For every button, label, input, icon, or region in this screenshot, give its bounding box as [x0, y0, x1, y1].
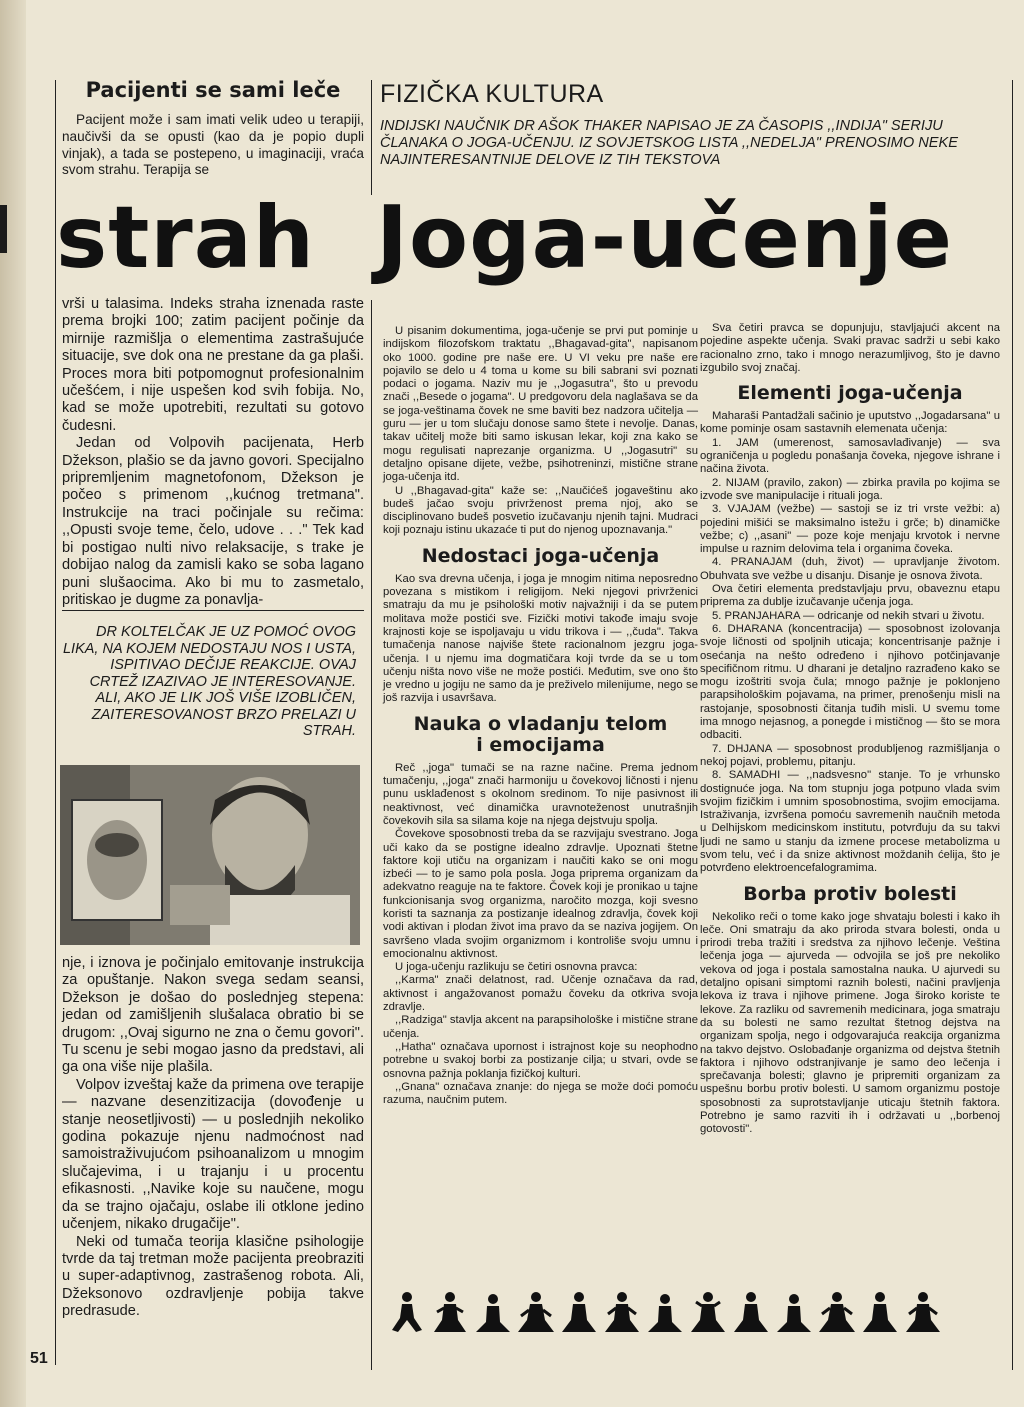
subheading-borba: Borba protiv bolesti	[743, 882, 957, 905]
mid-intro-paragraph-2: U ,,Bhagavad-gita" kaže se: ,,Naučićeš jogaveštinu ako budeš jačao svoju privrženost prema njoj, ako se disciplinovano budeš posvetio izučavanju njenih tajni. Mudraci koji poznaju istinu ukazaće ti put do njenog upoznavanja."	[383, 484, 698, 537]
mid-nauka-paragraph-2: Čovekove sposobnosti treba da se razvijaju svestrano. Joga uči kako da se postigne idealno zdravlje. Upoznati štetne faktore koji utiču na organizam i naučiti kako se oni mogu izbeći — to je samo pola posla. Joga priprema organizam da adekvatno reaguje na te faktore. Čovek koji je pronikao u tajne funkcionisanja svog organizma, naročito mozga, koji svesno koristi ta saznanja za postizanje idealnog zdravlja, čovek koji vodi aktivan i plodan život ima pravo da se naziva jogijem. On savršeno vlada svojim organizmom i kontroliše svoju umnu i emocionalnu aktivnost.	[383, 828, 698, 960]
right-elementi-paragraph-1: Maharaši Pantadžali sačinio je uputstvo ,,Jogadarsana" u kome pominje osam sastavnih elemenata učenja:	[700, 410, 1000, 436]
photo-illustration	[60, 765, 360, 945]
yoga-pose-icon	[775, 1290, 813, 1334]
right-elementi-paragraph-3: 2. NIJAM (pravilo, zakon) — zbirka pravila po kojima se izvode sve manipulacije i rituali joga.	[700, 476, 1000, 502]
yoga-pose-icon	[904, 1290, 942, 1334]
yoga-pose-icon	[431, 1290, 469, 1334]
right-borba-paragraph: Nekoliko reči o tome kako joge shvataju bolesti i kako ih leče. Oni smatraju da ako priroda stvara bolesti, onda u prirodi treba tražiti i sredstva za njihovo lečenje. Veština lečenja joga — ajurveda — odvojila se još pre nekoliko vekova od joga i postala samostalna nauka. U ajurvedi su detaljno opisani simptomi raznih bolesti, načini pravljenja lekova iz trava i njihove primene. Joga široko koriste te lekove. Za razliku od savremenih medicinara, joga smatraju da su bolesti ne samo rezultat štetnog dejstva na organizam spolja, nego i odgovarajuća reakcija organizma na takvo dejstvo. Oslobađanje organizma od dejstva štetnih faktora i njihovo odstranjivanje je samo deo lečenja i sprečavanja bolesti; glavno je pripremiti organizam za uspešnu borbu protiv bolesti. U samom organizmu postoje sposobnosti za suprotstavljanje uticaju štetnih faktora. Potrebno je samo razviti ih i održavati u ,,borbenoj gotovosti".	[700, 910, 1000, 1136]
left-column-bottom	[62, 955, 364, 1335]
yoga-pose-icon	[560, 1290, 598, 1334]
yoga-pose-icon	[646, 1290, 684, 1334]
center-divider-rule	[371, 300, 372, 1370]
subheading-nauka: Nauka o vladanju telom i emocijama	[413, 712, 668, 756]
yoga-pose-icon	[603, 1290, 641, 1334]
mid-nauka-paragraph-6: ,,Hatha" označava upornost i istrajnost koje su neophodno potrebne u svakoj borbi za postizanje cilja; u stvari, ovde se osnovna pažnja poklanja fizičkoj kulturi.	[383, 1040, 698, 1080]
mid-nauka-paragraph-5: ,,Radziga" stavlja akcent na parapsihološke i mistične strane učenja.	[383, 1014, 698, 1040]
big-title-joga-ucenje: Joga-učenje	[376, 188, 953, 288]
mid-nauka-paragraph-4: ,,Karma" znači delatnost, rad. Učenje označava da rad, aktivnost i angažovanost pomažu čoveku da otkriva svoja zdravlje.	[383, 974, 698, 1014]
article-header	[380, 80, 1010, 190]
top-divider-rule	[371, 80, 372, 195]
left-column-top	[62, 296, 364, 608]
right-elementi-paragraph-4: 3. VJAJAM (vežbe) — sastoji se iz tri vrste vežbi: a) pojedini mišići se maksimalno istežu i grče; b) dinamičke vežbe; c) ,,asani" — poze koje menjaju krvotok i nervne impulse u raznim delovima tela i organima čoveka.	[700, 503, 1000, 556]
right-elementi-paragraph-9: 7. DHJANA — sposobnost produbljenog razmišljanja o nekoj pojavi, problemu, pitanju.	[700, 742, 1000, 768]
right-elementi-paragraph-7: 5. PRANJAHARA — odricanje od nekih stvari u životu.	[712, 609, 985, 622]
yoga-pose-icon	[732, 1290, 770, 1334]
big-word-strah: strah	[56, 188, 315, 288]
left-intro-block	[62, 78, 364, 198]
yoga-pose-icon	[388, 1290, 426, 1334]
right-column	[700, 322, 1000, 1287]
left-intro-heading: Pacijenti se sami leče	[85, 78, 341, 102]
mid-nedostaci-paragraph: Kao sva drevna učenja, i joga je mnogim nitima neposredno povezana s mistikom i religijom. Neki njegovi privrženici smatraju da mu je psihološki motiv najvažniji i da se putem molitava može postići sve. Fizički motivi takođe imaju svoje krajnosti koje se ispoljavaju u vidu trikova i — ,,čuda". Takva tumačenja nanose najviše štete racionalnom jezgru joga-učenja. I u njemu ima dogmatičara koji tvrde da se u tom učenju ništa novo više ne može postići. Međutim, sve ono što je vredno u jogiju ne samo da je preživelo milenijume, nego se još razvija i usavršava.	[383, 572, 698, 705]
left-intro-paragraph: Pacijent može i sam imati velik udeo u terapiji, naučivši da se opusti (kao da je popio dupli vinjak), a tada se postepeno, u imaginaciji, vraća svom strahu. Terapija se	[62, 112, 364, 178]
subheading-nedostaci: Nedostaci joga-učenja	[421, 544, 660, 567]
right-elementi-paragraph-10: 8. SAMADHI — ,,nadsvesno" stanje. To je vrhunsko dostignuće joga. Na tom stupnju joga potpuno vlada svim svojim fizičkim i umnim sposobnostima, svojim emocijama. Istraživanja, izvršena pomoću savremenih naučnih metoda u Delhijskom medicinskom institutu, potvrđuju da su takvi ljudi ne samo u stanju da izmene procese metabolizma u svom telu, već i da snize aktivnost moždanih ćelija, što je potvrđeno elektroencefalogramima.	[700, 769, 1000, 875]
subheading-elementi: Elementi joga-učenja	[737, 382, 963, 405]
gutter-letter-mark	[0, 205, 7, 253]
yoga-pose-icon	[818, 1290, 856, 1334]
left-bottom-paragraph-1: nje, i iznova je počinjalo emitovanje instrukcija za opuštanje. Nakon svega sedam seansi, Džekson je došao do poslednjeg stepena: jedan od zamišljenih slušalaca obratio bi se drugom: ,,Ovaj sigurno ne zna o čemu govori". Tu scenu je sebi mogao jasno da predstavi, ali ga ona više nije plašila.	[62, 955, 364, 1076]
mid-nauka-paragraph-1: Reč ,,joga" tumači se na razne načine. Prema jednom tumačenju, ,,joga" znači harmoniju u čovekovoj ličnosti i njenu punu usklađenost s okolnom sredinom. To nije pasivnost ili neaktivnost, već dinamička uravnoteženost unutrašnjih čovekovih sila sa silama koje na njega dejstvuju spolja.	[383, 761, 698, 827]
page-number: 51	[30, 1350, 48, 1367]
left-paragraph-2: Jedan od Volpovih pacijenata, Herb Džekson, plašio se da javno govori. Specijalno pripremljenim magnetofonom, Džekson je počeo s primenom ,,kućnog tretmana". Instrukcije na traci počinjale su rečima: ,,Opusti svoje teme, čelo, udove . . ." Tek kad bi postigao nulti nivo relaksacije, s trake je dobijao nalog da zamisli kako se soba lagano puni slušaocima. Ako bi mu to zasmetalo, pritiskao je dugme za ponavlja-	[62, 435, 364, 608]
section-title: FIZIČKA KULTURA	[380, 80, 604, 108]
mid-nauka-paragraph-7: ,,Gnana" označava znanje: do njega se može doći pomoću razuma, naučnim putem.	[383, 1080, 698, 1107]
left-bottom-paragraph-3: Neki od tumača teorija klasične psihologije tvrde da taj tretman može pacijenta preobraziti u super-adaptivnog, zastrašenog robota. Ali, Džeksonovo ozdravljenje pobija takve predrasude.	[62, 1233, 364, 1320]
right-intro-paragraph: Sva četiri pravca se dopunjuju, stavljajući akcent na pojedine aspekte učenja. Svaki pravac sadrži u sebi kako racionalno zrno, tako i mnogo nerazumljivog, što je davno izgubilo svoj značaj.	[700, 322, 1000, 374]
yoga-pose-icon	[474, 1290, 512, 1334]
photo-caption: DR KOLTELČAK JE UZ POMOĆ OVOG LIKA, NA KOJEM NEDOSTAJU NOS I USTA, ISPITIVAO DEČIJE REAKCIJE. OVAJ CRTEŽ IZAZIVAO JE INTERESOVANJE. ALI, AKO JE LIK JOŠ VIŠE IZOBLIČEN, ZAITERESOVANOST BRZO PRELAZI U STRAH.	[62, 624, 356, 739]
right-elementi-paragraph-2: 1. JAM (umerenost, samosavlađivanje) — sva ograničenja u pogledu ponašanja čoveka, njegove ishrane i načina života.	[700, 436, 1000, 476]
photo-doctor-with-drawing	[60, 765, 360, 945]
yoga-figures-row	[388, 1290, 942, 1334]
left-paragraph-1: vrši u talasima. Indeks straha iznenada raste prema brojki 100; zatim pacijent počinje da mirnije razmišlja o elementima zastrašujuće situacije, sve dok ona ne prestane da ga plaši. Proces mora biti potpomognut profesionalnim učešćem, i nije uspešen kod svih fobija. No, kad se može upotrebiti, rezultati su gotovo čudesni.	[62, 296, 364, 434]
yoga-pose-icon	[689, 1290, 727, 1334]
caption-rule	[62, 610, 364, 611]
mid-intro-paragraph-1: U pisanim dokumentima, joga-učenje se prvi put pominje u indijskom filozofskom traktatu ,,Bhagavad-gita", napisanom oko 1000. godine pre naše ere. U VI veku pre naše ere pojavilo se delo u 4 toma u kome su bili sabrani svi poznati podaci o jogama. Naziv mu je ,,Jogasutra", što u prevodu znači ,,Besede o jogama". U predgovoru dela naglašava se da se joga-veštinama čovek ne sme baviti bez nadzora učitelja — guru — jer u tom slučaju donose samo štete i nevolje. Danas, takav učitelj može biti samo iskusan lekar, koji zna kako se mogu regulisati naprezanje organizma. U ,,Jogasutri" su detaljno opisane dijete, vežbe, psihotreninzi, mistične strane joga-učenja itd.	[383, 325, 698, 484]
article-intro: INDIJSKI NAUČNIK DR AŠOK THAKER NAPISAO JE ZA ČASOPIS ,,INDIJA" SERIJU ČLANAKA O JOGA-UČENJU. IZ SOVJETSKOG LISTA ,,NEDELJA" PRENOSIMO NEKE NAJINTERESANTNIJE DELOVE IZ TIH TEKSTOVA	[380, 118, 958, 168]
right-elementi-paragraph-6: Ova četiri elementa predstavljaju prvu, obaveznu etapu priprema za dublje izučavanje učenja joga.	[700, 583, 1000, 609]
right-elementi-paragraph-8: 6. DHARANA (koncentracija) — sposobnost izolovanja svoje ličnosti od spoljnih uticaja; koncentrisanje pažnje i osećanja na nešto određeno i njihovo potčinjavanje specifičnom ritmu. U dharani je detaljno razrađeno kako se mogu izoštriti svoja čula; mnogo pažnje je poklonjeno parapsihološkim pojavama, na primer, prenošenju misli na rastojanje, sposobnosti čitanja tuđih misli. U svemu tome ima mnogo nejasnog, a ponegde i mističnog — što se mora odbaciti.	[700, 622, 1000, 742]
yoga-pose-icon	[861, 1290, 899, 1334]
middle-column	[383, 325, 698, 1285]
right-border-rule	[1012, 80, 1013, 1370]
left-bottom-paragraph-2: Volpov izveštaj kaže da primena ove terapije — nazvane desenzitizacija (dovođenje u stanje neosetljivosti) — u poslednjih nekoliko godina pokazuje njenu nadmoćnost nad samoistraživujućom psihoanalizom u mnogim slučajevima, i u trajanju i u procentu efikasnosti. ,,Navike koje su naučene, mogu da se trajno ojačaju, oslabe ili otklone jedino učenjem, nikako drugačije".	[62, 1076, 364, 1233]
yoga-pose-icon	[517, 1290, 555, 1334]
mid-nauka-paragraph-3: U joga-učenju razlikuju se četiri osnovna pravca:	[395, 961, 638, 974]
right-elementi-paragraph-5: 4. PRANAJAM (duh, život) — upravljanje životom. Obuhvata sve vežbe u disanju. Disanje je osnova života.	[700, 556, 1000, 582]
